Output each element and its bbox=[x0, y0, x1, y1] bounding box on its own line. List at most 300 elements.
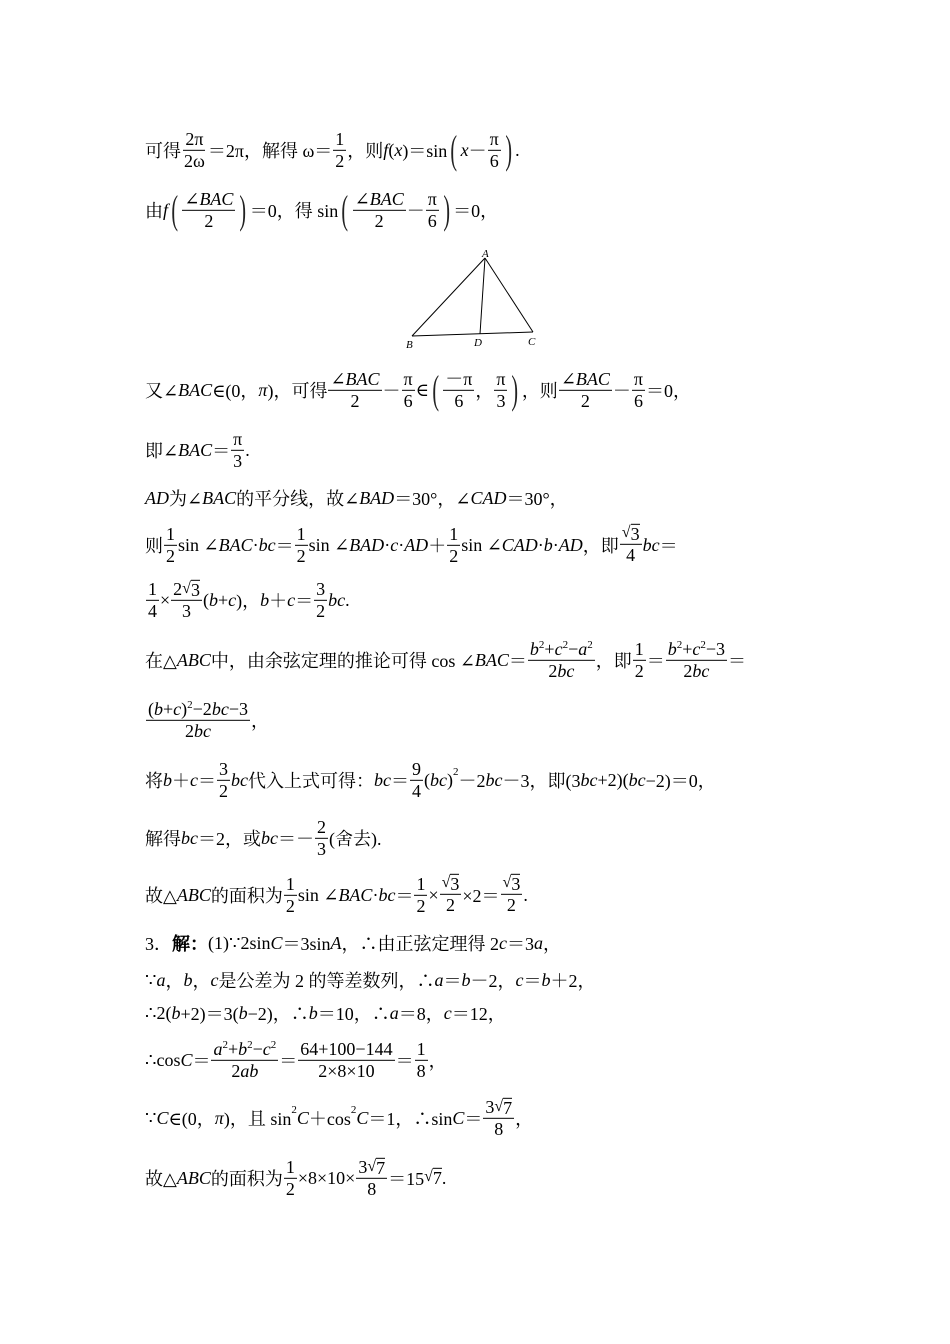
fraction bbox=[211, 1039, 278, 1081]
fraction bbox=[171, 579, 202, 621]
math-variable: BAC bbox=[199, 188, 234, 209]
fraction bbox=[314, 579, 327, 621]
text-run: ＝ bbox=[192, 1051, 211, 1071]
fraction bbox=[164, 524, 177, 566]
numerator bbox=[559, 369, 612, 391]
math-variable: AD bbox=[558, 534, 583, 555]
numerator bbox=[410, 759, 423, 781]
math-variable: bc bbox=[328, 589, 346, 610]
text-run: 2 bbox=[445, 895, 455, 916]
text-run: ＝ bbox=[212, 441, 231, 461]
text-run: 1 bbox=[416, 1038, 426, 1059]
text-run: 中，由余弦定理的推论可得 cos ∠ bbox=[210, 651, 475, 671]
math-variable: A bbox=[330, 932, 342, 953]
text-run: sin ∠ bbox=[178, 534, 219, 555]
text-run: ， bbox=[542, 934, 561, 954]
text-run: 故△ bbox=[145, 886, 177, 906]
numerator bbox=[284, 874, 297, 896]
large-parenthesis: ( bbox=[171, 187, 179, 232]
math-variable: b bbox=[238, 1002, 248, 1023]
numerator bbox=[426, 189, 439, 211]
fraction bbox=[182, 189, 235, 231]
side-bc bbox=[412, 332, 533, 336]
text-run: 故△ bbox=[145, 1169, 177, 1189]
math-variable: c bbox=[498, 932, 507, 953]
denominator bbox=[444, 895, 457, 916]
fraction bbox=[447, 524, 460, 566]
text-line bbox=[145, 579, 350, 621]
math-variable: bc bbox=[193, 720, 211, 741]
numerator bbox=[328, 369, 381, 391]
math-variable: c bbox=[443, 1002, 452, 1023]
denominator bbox=[410, 781, 423, 802]
numerator bbox=[171, 579, 202, 601]
text-run: ∠ bbox=[560, 368, 576, 389]
math-variable: b bbox=[529, 638, 539, 659]
math-variable: b bbox=[543, 534, 553, 555]
numerator bbox=[356, 1157, 387, 1179]
text-run: ， bbox=[475, 381, 494, 401]
math-variable: a bbox=[434, 969, 444, 990]
numerator bbox=[483, 1097, 514, 1119]
fraction bbox=[353, 189, 406, 231]
numerator bbox=[620, 524, 642, 545]
math-variable: C bbox=[180, 1049, 193, 1070]
numerator bbox=[146, 699, 250, 721]
text-run: ( bbox=[148, 698, 154, 719]
text-run: － bbox=[468, 141, 487, 161]
text-run: ＝ bbox=[464, 1109, 483, 1129]
text-line bbox=[145, 699, 269, 741]
radical-sign-icon: √ bbox=[424, 1168, 433, 1186]
text-run: 3 bbox=[219, 758, 228, 779]
math-variable: bc bbox=[692, 660, 710, 681]
fraction bbox=[284, 1157, 297, 1199]
text-run: ) bbox=[181, 698, 188, 719]
text-line bbox=[145, 930, 561, 956]
text-run: 2 bbox=[317, 816, 326, 837]
text-run: ＋cos bbox=[308, 1109, 351, 1129]
large-parenthesis: ) bbox=[505, 127, 512, 172]
text-run: ∈(0， bbox=[168, 1109, 215, 1129]
text-run: 2 bbox=[219, 780, 228, 801]
math-variable: BAC bbox=[178, 379, 213, 400]
math-variable: b bbox=[308, 1002, 318, 1023]
math-variable: BAD bbox=[349, 534, 385, 555]
text-run: ( bbox=[202, 589, 209, 610]
text-run: (舍去). bbox=[329, 829, 382, 849]
numerator bbox=[284, 1157, 297, 1179]
text-line bbox=[145, 817, 382, 859]
fraction bbox=[632, 369, 645, 411]
text-line bbox=[145, 369, 691, 411]
numerator bbox=[295, 524, 308, 546]
text-run: 3 bbox=[358, 1156, 368, 1177]
math-variable: π bbox=[258, 379, 268, 400]
triangle-figure bbox=[400, 248, 550, 353]
text-run: ＝3 bbox=[506, 934, 534, 954]
text-line bbox=[145, 1039, 447, 1081]
math-variable: b bbox=[238, 1038, 248, 1059]
math-variable: c bbox=[262, 1038, 271, 1059]
text-run: · bbox=[552, 534, 559, 555]
text-run: 2 bbox=[634, 660, 644, 681]
text-run: 又∠ bbox=[145, 381, 179, 401]
fraction bbox=[426, 189, 439, 231]
text-run: 2 bbox=[449, 545, 459, 566]
text-run: 则 bbox=[145, 536, 163, 556]
math-variable: BAC bbox=[575, 368, 610, 389]
fraction bbox=[620, 524, 642, 566]
fraction bbox=[488, 129, 501, 171]
text-run: sin ∠ bbox=[297, 884, 339, 905]
denominator bbox=[494, 391, 507, 412]
text-run: + bbox=[682, 638, 693, 659]
numerator bbox=[488, 129, 501, 151]
text-run: 1 bbox=[335, 128, 345, 149]
text-run: 3 bbox=[317, 838, 326, 859]
math-variable: b bbox=[260, 589, 270, 610]
denominator bbox=[217, 781, 230, 802]
math-variable: c bbox=[287, 589, 296, 610]
bold-label: 解： bbox=[172, 934, 208, 954]
text-run: 1 bbox=[148, 578, 157, 599]
text-run: ＝ bbox=[659, 536, 678, 556]
text-run: 3 bbox=[316, 578, 326, 599]
text-run: ∴2( bbox=[145, 1002, 172, 1023]
math-variable: BAD bbox=[359, 487, 395, 508]
math-variable: bc bbox=[642, 534, 660, 555]
text-run: 1 bbox=[285, 1156, 295, 1177]
math-variable: c bbox=[190, 769, 198, 790]
math-variable: a bbox=[389, 1002, 399, 1023]
text-run: ＝ bbox=[198, 771, 216, 791]
text-run: 2 bbox=[231, 1060, 241, 1081]
math-variable: C bbox=[296, 1107, 309, 1128]
text-run: · bbox=[372, 884, 379, 905]
radical-sign-icon: √ bbox=[182, 579, 191, 597]
fraction bbox=[559, 369, 612, 411]
fraction bbox=[483, 1097, 514, 1139]
denominator bbox=[624, 545, 637, 566]
text-run: ＝8， bbox=[398, 1004, 444, 1024]
text-run: ＝ bbox=[395, 886, 414, 906]
math-variable: f bbox=[163, 199, 169, 220]
text-run: ＝12， bbox=[451, 1004, 506, 1024]
math-variable: bc bbox=[261, 827, 278, 848]
text-run: ＋ bbox=[269, 591, 288, 611]
radicand: 7 bbox=[432, 1168, 442, 1189]
text-run: π bbox=[633, 368, 643, 389]
superscript: 2 bbox=[222, 1038, 228, 1051]
text-run: − bbox=[252, 1038, 263, 1059]
numerator bbox=[146, 579, 159, 601]
text-run: ) bbox=[447, 769, 453, 790]
denominator bbox=[681, 661, 711, 682]
text-run: ， bbox=[250, 711, 269, 731]
denominator bbox=[231, 451, 244, 472]
text-run: 6 bbox=[633, 390, 643, 411]
denominator bbox=[373, 211, 386, 232]
text-run: －2 bbox=[458, 771, 486, 791]
text-run: . bbox=[515, 139, 520, 160]
text-run: ∠ bbox=[184, 188, 200, 209]
square-root bbox=[182, 580, 200, 600]
large-parenthesis: ( bbox=[432, 367, 439, 412]
text-run: ＝ bbox=[508, 651, 527, 671]
text-run: 3 bbox=[496, 390, 506, 411]
text-run: 2 bbox=[285, 895, 295, 916]
fraction bbox=[494, 369, 507, 411]
text-run: 1 bbox=[166, 523, 175, 544]
math-variable: bc bbox=[181, 827, 198, 848]
text-run: ＝2π，解得 ω＝ bbox=[207, 141, 333, 161]
fraction bbox=[298, 1039, 394, 1081]
fraction bbox=[410, 759, 423, 801]
denominator bbox=[284, 896, 297, 917]
radicand: 3 bbox=[190, 579, 200, 600]
math-variable: b bbox=[183, 969, 193, 990]
text-run: 2 bbox=[173, 578, 183, 599]
math-variable: b bbox=[163, 769, 172, 790]
math-variable: b bbox=[667, 638, 677, 659]
fraction bbox=[356, 1157, 387, 1199]
math-variable: c bbox=[228, 589, 237, 610]
fraction bbox=[315, 817, 328, 859]
denominator bbox=[415, 1061, 428, 1082]
text-run: ×8×10× bbox=[297, 1167, 356, 1188]
text-run: π bbox=[403, 368, 413, 389]
text-run: 3 bbox=[485, 1096, 495, 1117]
large-parenthesis: ) bbox=[239, 187, 247, 232]
text-run: ＝ bbox=[395, 1051, 414, 1071]
numerator bbox=[666, 639, 727, 661]
numerator bbox=[402, 369, 415, 391]
text-run: ＝ bbox=[443, 971, 462, 991]
math-variable: BAC bbox=[218, 534, 253, 555]
denominator bbox=[452, 391, 465, 412]
text-run: 8 bbox=[494, 1118, 504, 1139]
fraction bbox=[528, 639, 595, 681]
denominator bbox=[164, 546, 177, 567]
text-run: )，且 sin bbox=[223, 1109, 292, 1129]
superscript: 2 bbox=[700, 638, 706, 651]
text-run: −2)＝0， bbox=[645, 771, 716, 791]
math-variable: bc bbox=[258, 534, 276, 555]
text-run: ， bbox=[515, 1109, 534, 1129]
math-variable: bc bbox=[430, 769, 447, 790]
numerator bbox=[217, 759, 230, 781]
text-run: · bbox=[537, 534, 544, 555]
text-run: 8 bbox=[416, 1060, 426, 1081]
denominator bbox=[315, 839, 328, 860]
text-run: ＝－ bbox=[278, 829, 314, 849]
text-run: ， bbox=[165, 971, 184, 991]
text-run: ( bbox=[388, 139, 395, 160]
text-run: 2 bbox=[548, 660, 558, 681]
text-run: ，即 bbox=[582, 536, 619, 556]
text-run: 是公差为 2 的等差数列，∴ bbox=[218, 971, 435, 991]
numerator bbox=[314, 579, 327, 601]
fraction bbox=[666, 639, 727, 681]
text-run: ∵ bbox=[145, 1107, 157, 1128]
text-run: +2)( bbox=[597, 769, 629, 790]
math-variable: BAC bbox=[202, 487, 237, 508]
text-run: 3 bbox=[233, 450, 243, 471]
math-variable: ab bbox=[240, 1060, 259, 1081]
superscript: 2 bbox=[562, 638, 569, 651]
math-variable: a bbox=[213, 1038, 223, 1059]
numerator bbox=[333, 129, 346, 151]
text-run: ×2＝ bbox=[462, 886, 500, 906]
denominator bbox=[365, 1179, 378, 1200]
radicand: 3 bbox=[630, 524, 640, 545]
text-run: 9 bbox=[412, 758, 421, 779]
square-root bbox=[442, 874, 460, 894]
text-run: ， bbox=[428, 1051, 447, 1071]
superscript: 2 bbox=[350, 1104, 357, 1116]
numerator bbox=[414, 874, 427, 896]
text-run: ∠ bbox=[330, 368, 346, 389]
text-run: 为∠ bbox=[169, 489, 203, 509]
denominator bbox=[349, 391, 362, 412]
denominator bbox=[492, 1119, 505, 1140]
text-run: 的平分线，故∠ bbox=[236, 489, 360, 509]
text-run: ∠ bbox=[354, 188, 370, 209]
math-variable: x bbox=[460, 139, 469, 160]
label-a: A bbox=[482, 248, 489, 260]
math-variable: bc bbox=[211, 698, 229, 719]
text-run: 2 bbox=[506, 895, 516, 916]
text-line bbox=[145, 1000, 506, 1026]
text-run: ＝1，∴sin bbox=[368, 1109, 453, 1129]
text-line bbox=[145, 874, 528, 916]
fraction bbox=[333, 129, 346, 171]
denominator bbox=[505, 895, 518, 916]
text-run: ＝10，∴ bbox=[317, 1004, 390, 1024]
numerator bbox=[298, 1039, 394, 1061]
radical-sign-icon: √ bbox=[441, 874, 451, 892]
text-line bbox=[145, 429, 250, 471]
math-variable: bc bbox=[557, 660, 575, 681]
math-variable: b bbox=[171, 1002, 181, 1023]
text-run: π bbox=[496, 368, 506, 389]
text-run: 6 bbox=[454, 390, 464, 411]
math-variable: bc bbox=[485, 769, 503, 790]
fraction bbox=[414, 874, 427, 916]
math-variable: a bbox=[156, 969, 166, 990]
fraction bbox=[440, 874, 462, 916]
text-run: π bbox=[427, 188, 437, 209]
denominator bbox=[183, 721, 213, 742]
text-run: 8 bbox=[367, 1178, 377, 1199]
text-run: 解得 bbox=[145, 829, 181, 849]
text-run: 2 bbox=[204, 210, 214, 231]
text-run: ＝ bbox=[295, 591, 314, 611]
square-root bbox=[367, 1158, 385, 1178]
radicand: 7 bbox=[503, 1097, 513, 1118]
math-variable: bc bbox=[374, 769, 391, 790]
fraction bbox=[182, 129, 207, 171]
text-run: 6 bbox=[427, 210, 437, 231]
superscript: 2 bbox=[587, 638, 593, 651]
math-variable: BAC bbox=[474, 649, 509, 670]
denominator bbox=[488, 151, 501, 172]
square-root bbox=[503, 874, 521, 894]
text-run: − bbox=[568, 638, 579, 659]
text-run: −3 bbox=[228, 698, 248, 719]
text-run: + bbox=[163, 698, 174, 719]
radical-sign-icon: √ bbox=[494, 1097, 504, 1115]
numerator bbox=[211, 1039, 278, 1061]
math-variable: AD bbox=[145, 487, 169, 508]
math-variable: a bbox=[578, 638, 588, 659]
text-run: 2 bbox=[166, 545, 175, 566]
denominator bbox=[314, 601, 327, 622]
text-run: × bbox=[428, 884, 439, 905]
denominator bbox=[180, 601, 193, 622]
denominator bbox=[414, 896, 427, 917]
text-run: 2 bbox=[416, 895, 426, 916]
text-run: 在△ bbox=[145, 651, 177, 671]
math-variable: c bbox=[390, 534, 399, 555]
text-line bbox=[145, 129, 520, 171]
superscript: 2 bbox=[676, 638, 683, 651]
math-variable: f bbox=[383, 139, 389, 160]
denominator bbox=[402, 391, 415, 412]
math-variable: ABC bbox=[176, 1167, 211, 1188]
text-line bbox=[145, 639, 746, 681]
text-run: 1 bbox=[296, 523, 306, 544]
text-run: 64+100−144 bbox=[300, 1038, 393, 1059]
text-run: － bbox=[406, 201, 425, 221]
text-run: 2π bbox=[185, 128, 204, 149]
text-run: sin ∠ bbox=[308, 534, 350, 555]
numerator bbox=[447, 524, 460, 546]
text-run: ＝30°，∠ bbox=[394, 489, 471, 509]
text-line bbox=[145, 1157, 446, 1199]
text-run: 2 bbox=[683, 660, 693, 681]
text-run: －2， bbox=[470, 971, 516, 991]
text-line bbox=[145, 189, 498, 231]
math-variable: π bbox=[214, 1107, 224, 1128]
text-run: 代入上式可得： bbox=[248, 771, 374, 791]
math-variable: c bbox=[692, 638, 701, 659]
numerator bbox=[633, 639, 646, 661]
text-run: 4 bbox=[412, 780, 421, 801]
denominator bbox=[316, 1061, 376, 1082]
superscript: 2 bbox=[291, 1104, 297, 1116]
denominator bbox=[447, 546, 460, 567]
text-run: － bbox=[612, 381, 631, 401]
denominator bbox=[333, 151, 346, 172]
text-run: 4 bbox=[626, 545, 636, 566]
text-run: 2ω bbox=[184, 150, 205, 171]
text-run: ＝ bbox=[391, 771, 409, 791]
denominator bbox=[229, 1061, 260, 1082]
text-run: ＝ bbox=[728, 651, 747, 671]
text-run: · bbox=[252, 534, 259, 555]
text-run: . bbox=[345, 589, 350, 610]
text-run: 可得 bbox=[145, 141, 181, 161]
math-variable: CAD bbox=[501, 534, 538, 555]
text-run: 即∠ bbox=[145, 441, 179, 461]
text-run: ( bbox=[424, 769, 430, 790]
text-run: 1 bbox=[449, 523, 459, 544]
text-run: 4 bbox=[148, 600, 157, 621]
text-run: ，则 bbox=[521, 381, 558, 401]
math-variable: bc bbox=[580, 769, 598, 790]
